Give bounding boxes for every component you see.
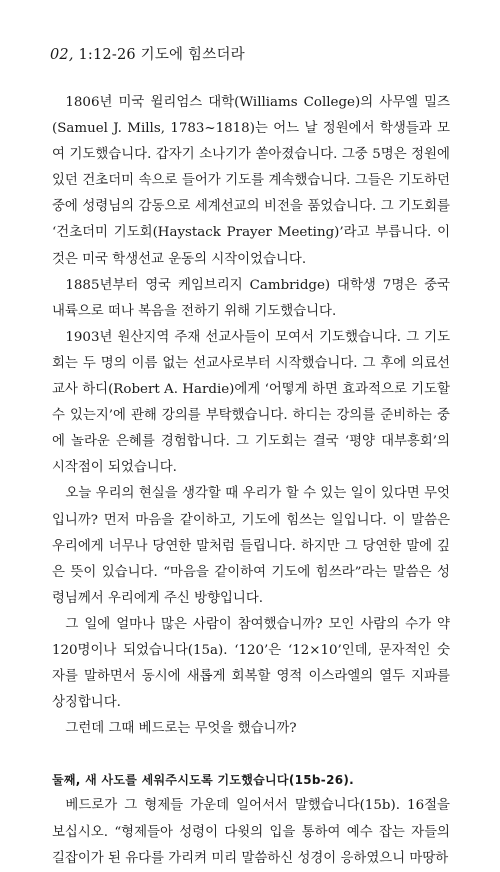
paragraph: 그런데 그때 베드로는 무엇을 했습니까?: [65, 721, 297, 737]
section-number: 02,: [50, 47, 74, 63]
section-title: 기도에 힘쓰더라: [140, 47, 245, 63]
bible-reference: 1:12-26: [78, 47, 136, 63]
paragraph: 베드로가 그 형제들 가운데 일어서서 말했습니다(15b). 16절을 보십시오. “형제들아 성령이 다윗의 입을 통하여 예수 잡는 자들의 길잡이가 된 유다를 가리켜 미리 말씀하신 성경이 응하였으니 마땅하: [52, 798, 450, 866]
section-header: [50, 43, 245, 64]
paragraph: 1885년부터 영국 케임브리지 Cambridge) 대학생 7명은 중국 내륙으로 떠나 복음을 전하기 위해 기도했습니다.: [52, 277, 450, 319]
paragraph: 1806년 미국 윌리엄스 대학(Williams College)의 사무엘 밀즈(Samuel J. Mills, 1783~1818)는 어느 날 정원에서 학생들과 모여 기도했습니다. 갑자기 소나기가 쏟아졌습니다. 그중 5명은 정원에 있던 건초더미 속으로 들어가 기도를 계속했습니다. 그들은 기도하던 중에 성령님의 감동으로 세계선교의 비전을 품었습니다. 그 기도회를 ‘건초더미 기도회(Haystack Prayer Meeting)’라고 부릅니다. 이것은 미국 학생선교 운동의 시작이었습니다.: [52, 95, 450, 267]
paragraph: 1903년 원산지역 주재 선교사들이 모여서 기도했습니다. 그 기도회는 두 명의 이름 없는 선교사로부터 시작했습니다. 그 후에 의료선교사 하디(Robert A. Hardie)에게 ‘어떻게 하면 효과적으로 기도할 수 있는지’에 관해 강의를 부탁했습니다. 하디는 강의를 준비하는 중에 놀라운 은혜를 경험합니다. 그 기도회는 결국 ‘평양 대부흥회’의 시작점이 되었습니다.: [52, 329, 450, 476]
paragraph: 오늘 우리의 현실을 생각할 때 우리가 할 수 있는 일이 있다면 무엇입니까? 먼저 마음을 같이하고, 기도에 힘쓰는 일입니다. 이 말씀은 우리에게 너무나 당연한 말처럼 들립니다. 하지만 그 당연한 말에 깊은 뜻이 있습니다. “마음을 같이하여 기도에 힘쓰라”라는 말씀은 성령님께서 우리에게 주신 방향입니다.: [52, 486, 450, 606]
paragraph: 그 일에 얼마나 많은 사람이 참여했습니까? 모인 사람의 수가 약 120명이나 되었습니다(15a). ‘120’은 ‘12×10’인데, 문자적인 숫자를 말하면서 동시에 새롭게 회복할 영적 이스라엘의 열두 지파를 상징합니다.: [52, 616, 450, 711]
body-text: [52, 90, 450, 872]
subsection-heading: 둘째, 새 사도를 세워주시도록 기도했습니다(15b-26).: [52, 773, 355, 788]
